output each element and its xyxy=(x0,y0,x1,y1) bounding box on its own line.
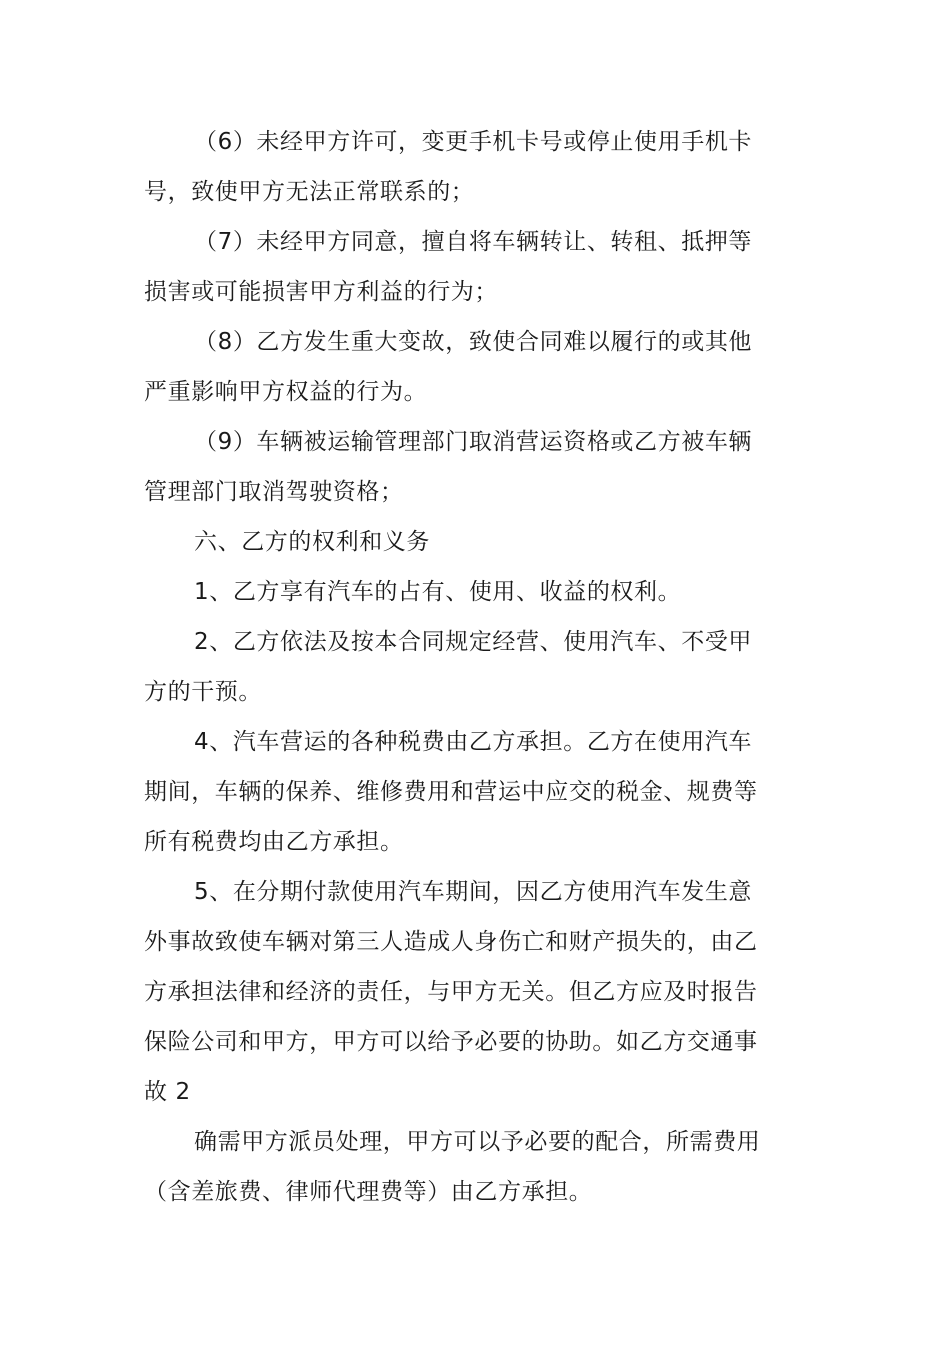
text-line: 严重影响甲方权益的行为。 xyxy=(144,379,428,405)
text-line: （8）乙方发生重大变故，致使合同难以履行的或其他 xyxy=(194,329,753,355)
text-line: 期间，车辆的保养、维修费用和营运中应交的税金、规费等 xyxy=(144,779,758,805)
text-line: 管理部门取消驾驶资格； xyxy=(144,479,404,505)
text-line-page-number: 故 2 xyxy=(144,1079,191,1105)
text-line: 损害或可能损害甲方利益的行为； xyxy=(144,279,498,305)
text-line: 方的干预。 xyxy=(144,679,262,705)
section-heading: 六、乙方的权利和义务 xyxy=(194,529,430,555)
text-line: 所有税费均由乙方承担。 xyxy=(144,829,404,855)
text-line: （含差旅费、律师代理费等）由乙方承担。 xyxy=(144,1179,593,1205)
text-line: 确需甲方派员处理，甲方可以予必要的配合，所需费用 xyxy=(194,1129,761,1155)
text-line: 保险公司和甲方，甲方可以给予必要的协助。如乙方交通事 xyxy=(144,1029,758,1055)
text-line: 2、乙方依法及按本合同规定经营、使用汽车、不受甲 xyxy=(194,629,753,655)
text-line: 4、汽车营运的各种税费由乙方承担。乙方在使用汽车 xyxy=(194,729,753,755)
text-line: 1、乙方享有汽车的占有、使用、收益的权利。 xyxy=(194,579,682,605)
text-line: （7）未经甲方同意，擅自将车辆转让、转租、抵押等 xyxy=(194,229,753,255)
text-line: （9）车辆被运输管理部门取消营运资格或乙方被车辆 xyxy=(194,429,753,455)
text-line: 号，致使甲方无法正常联系的； xyxy=(144,179,475,205)
text-line: 方承担法律和经济的责任，与甲方无关。但乙方应及时报告 xyxy=(144,979,758,1005)
text-line: （6）未经甲方许可，变更手机卡号或停止使用手机卡 xyxy=(194,129,753,155)
text-line: 外事故致使车辆对第三人造成人身伤亡和财产损失的，由乙 xyxy=(144,929,758,955)
text-line: 5、在分期付款使用汽车期间，因乙方使用汽车发生意 xyxy=(194,879,753,905)
